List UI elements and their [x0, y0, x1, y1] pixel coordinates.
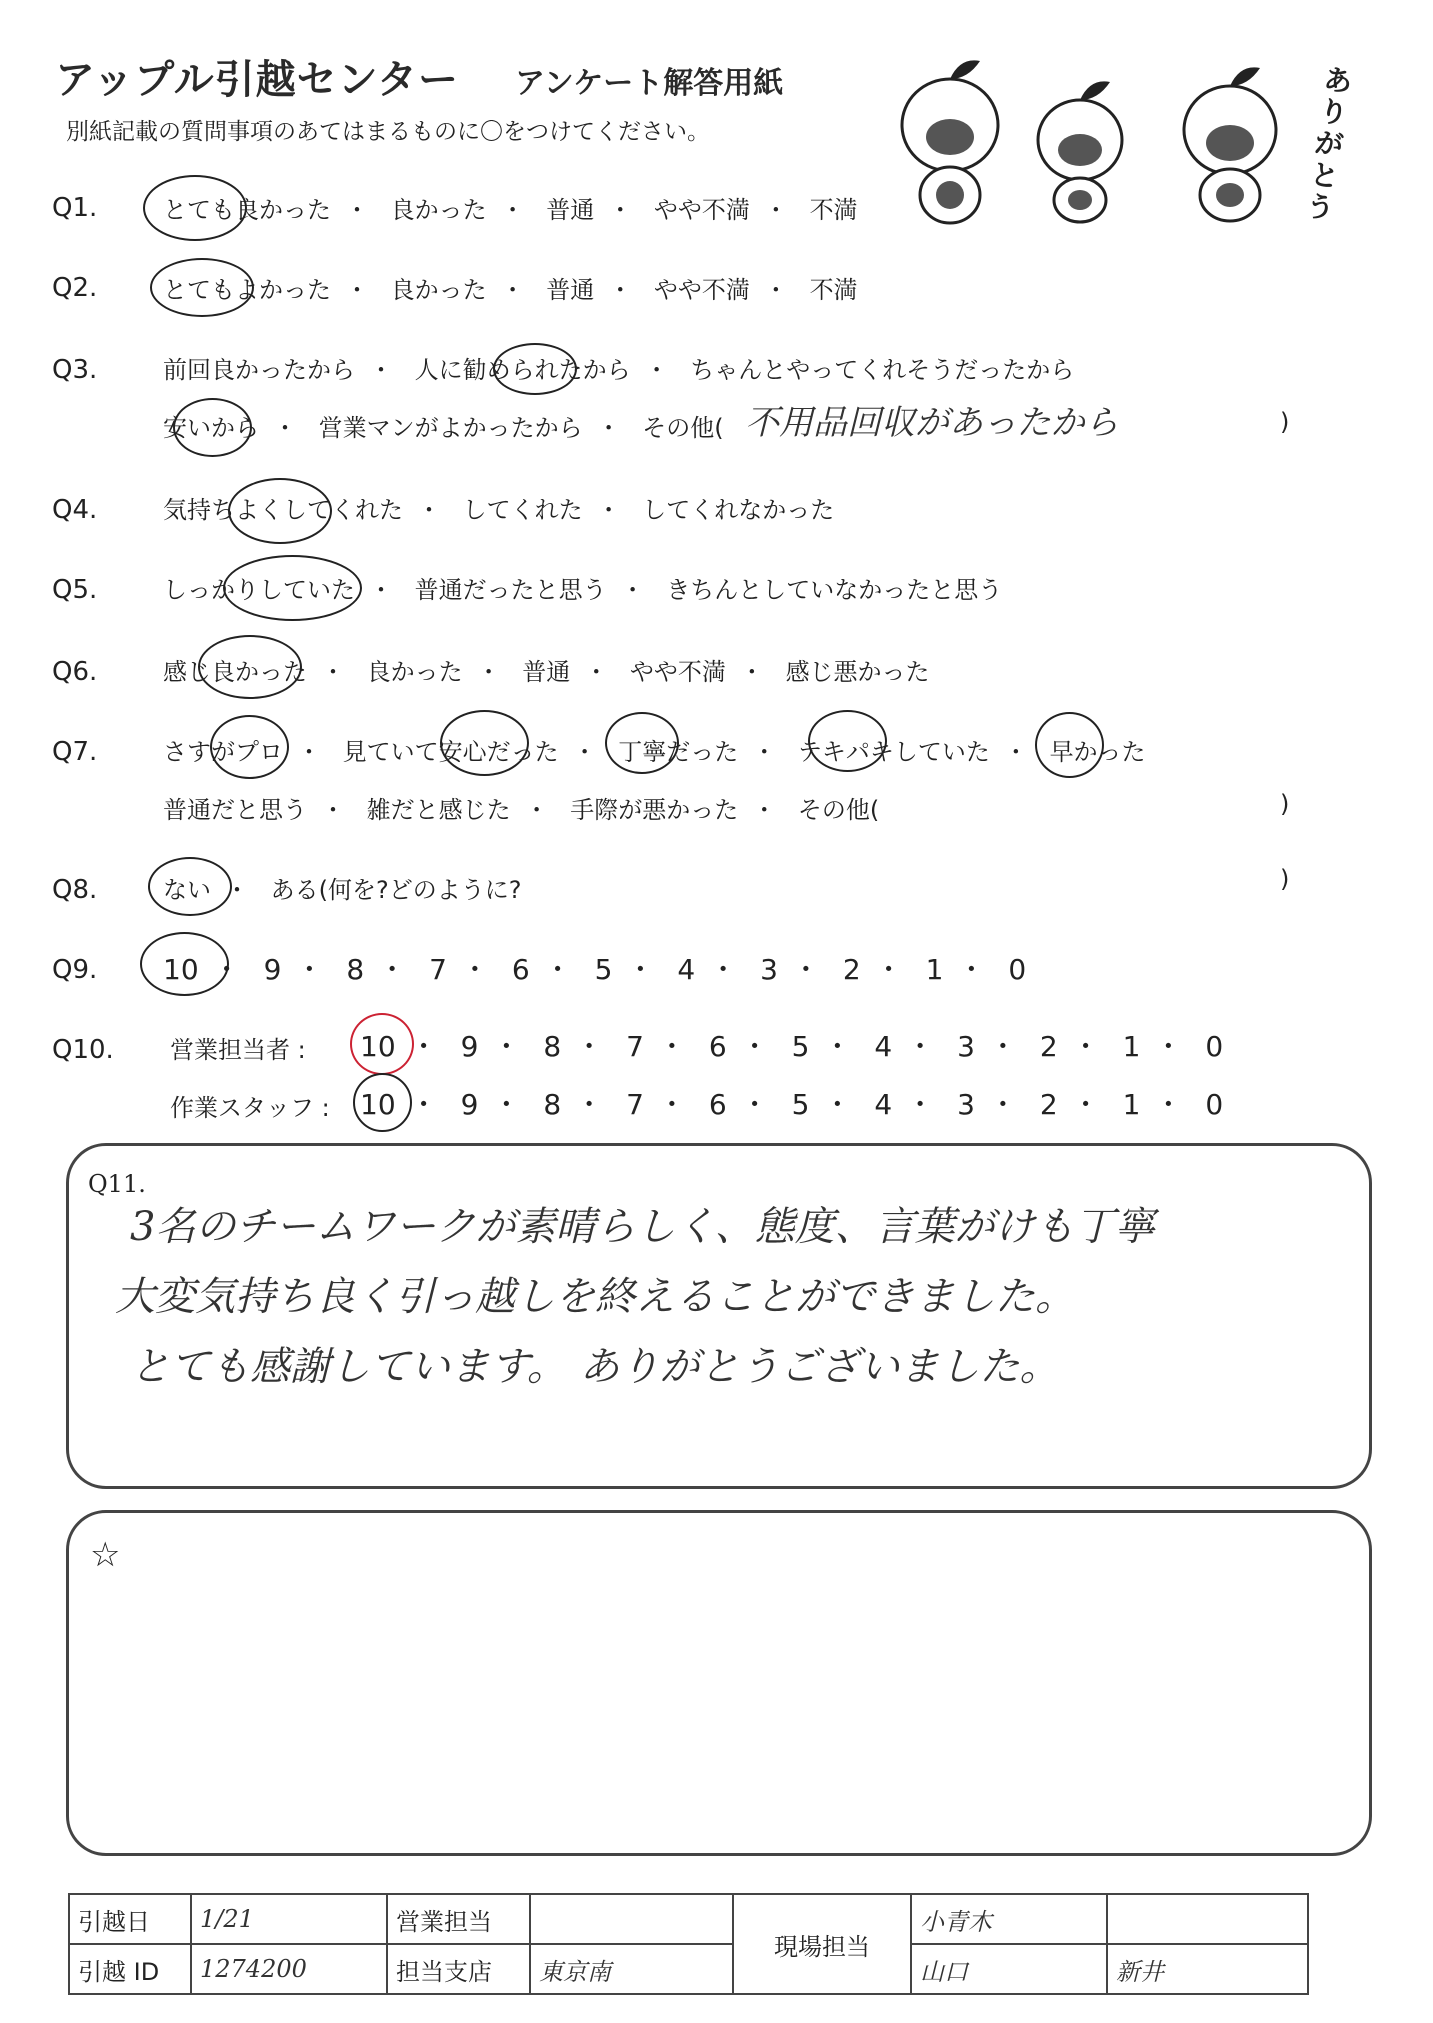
move-id-label: 引越 ID: [69, 1944, 191, 1994]
q2-number: Q2.: [52, 273, 98, 303]
q3-answer-circle: [173, 398, 252, 457]
move-info-table: [68, 1893, 1309, 1995]
staff-notes-box: [66, 1510, 1372, 1856]
q6-answer-circle: [198, 635, 302, 699]
q2-answer-circle: [150, 258, 254, 317]
q11-comment-line: とても感謝しています。 ありがとうございました。: [130, 1344, 1060, 1390]
q3-option[interactable]: ちゃんとやってくれそうだったから: [690, 356, 1075, 384]
q4-option[interactable]: してくれた: [462, 496, 583, 524]
q5-option[interactable]: 普通だったと思う: [414, 576, 607, 604]
q10-sales-label: 営業担当者 :: [170, 1036, 306, 1064]
q9-score[interactable]: 8: [346, 953, 365, 986]
site-staff-empty: [1107, 1894, 1308, 1944]
site-staff-2: 山口: [911, 1944, 1107, 1994]
brand-title: アップル引越センター: [55, 57, 459, 103]
q7-option[interactable]: 手際が悪かった: [570, 796, 739, 824]
q7-answer-circle: [605, 712, 679, 774]
q6-option[interactable]: 感じ悪かった: [785, 658, 930, 686]
q10-number: Q10.: [52, 1035, 114, 1065]
q7-answer-circle: [808, 710, 887, 772]
site-staff-label: 現場担当: [733, 1894, 911, 1994]
instructions: 別紙記載の質問事項のあてはまるものに〇をつけてください。: [66, 119, 710, 145]
q7-number: Q7.: [52, 737, 98, 767]
form-subtitle: アンケート解答用紙: [515, 66, 784, 101]
q7-option[interactable]: 普通だと思う: [163, 796, 307, 824]
q6-number: Q6.: [52, 657, 98, 687]
q8-answer-circle: [148, 857, 232, 916]
q9-score[interactable]: 7: [429, 953, 447, 986]
q9-score[interactable]: 10: [163, 953, 199, 986]
q10-staff-score[interactable]: 2: [1039, 1088, 1058, 1121]
q10-sales-score[interactable]: 6: [708, 1030, 727, 1063]
q10-staff-label: 作業スタッフ :: [170, 1094, 330, 1122]
q9-number: Q9.: [52, 955, 98, 985]
q9-score[interactable]: 3: [760, 953, 778, 986]
q6-option[interactable]: 良かった: [366, 658, 463, 686]
q1-answer-circle: [143, 175, 247, 241]
q10-sales-score[interactable]: 3: [957, 1030, 975, 1063]
q10-staff-score[interactable]: 0: [1205, 1088, 1224, 1121]
mascot-caption: ありがとう: [1304, 62, 1355, 226]
q8-option[interactable]: ない: [163, 876, 211, 904]
q9-score[interactable]: 0: [1008, 953, 1027, 986]
q3-close-paren: ): [1280, 408, 1290, 436]
q2-options: とてもよかった ・ 良かった ・ 普通 ・ やや不満 ・ 不満: [163, 276, 858, 304]
q3-option[interactable]: 安いから: [163, 414, 259, 442]
q6-options: 感じ良かった ・ 良かった ・ 普通 ・ やや不満 ・ 感じ悪かった: [163, 658, 930, 686]
q2-option[interactable]: とてもよかった: [163, 276, 331, 304]
q11-comment-line: 3名のチームワークが素晴らしく、態度、言葉がけも丁寧: [130, 1204, 1155, 1250]
q3-other-handwritten: 不用品回収があったから: [745, 403, 1119, 443]
q9-scale: 10 ・ 9 ・ 8 ・ 7 ・ 6 ・ 5 ・ 4 ・ 3 ・ 2 ・ 1 ・ 0: [163, 953, 1027, 986]
q9-answer-circle: [140, 932, 229, 996]
q10-sales-score[interactable]: 10: [360, 1030, 396, 1063]
q10-sales-answer-circle: [350, 1013, 414, 1075]
q10-staff-score[interactable]: 5: [791, 1088, 810, 1121]
q4-options: 気持ちよくしてくれた ・ してくれた ・ してくれなかった: [163, 496, 835, 524]
q10-sales-score[interactable]: 0: [1205, 1030, 1224, 1063]
q10-sales-scale: 10 ・ 9 ・ 8 ・ 7 ・ 6 ・ 5 ・ 4 ・ 3 ・ 2 ・ 1 ・ 0: [360, 1030, 1224, 1063]
q5-number: Q5.: [52, 575, 98, 605]
q8-option[interactable]: ある(何を?どのように?: [270, 876, 522, 904]
q1-option[interactable]: 不満: [809, 196, 858, 224]
q6-option[interactable]: 感じ良かった: [163, 658, 307, 686]
q7-close-paren: ): [1280, 790, 1290, 818]
q7-option[interactable]: 見ていて安心だった: [342, 738, 559, 766]
sales-rep-label: 営業担当: [387, 1894, 530, 1944]
q10-staff-score[interactable]: 7: [626, 1088, 644, 1121]
sales-rep-value: [530, 1894, 733, 1944]
q10-staff-score[interactable]: 4: [874, 1088, 893, 1121]
q10-sales-score[interactable]: 2: [1039, 1030, 1058, 1063]
q6-option[interactable]: 普通: [522, 658, 571, 686]
q9-score[interactable]: 6: [511, 953, 530, 986]
q10-staff-score[interactable]: 1: [1122, 1088, 1141, 1121]
q8-close-paren: ): [1280, 865, 1290, 893]
q1-options: とても良かった ・ 良かった ・ 普通 ・ やや不満 ・ 不満: [163, 196, 858, 224]
q4-number: Q4.: [52, 495, 98, 525]
q10-staff-score[interactable]: 10: [360, 1088, 396, 1121]
q1-option[interactable]: やや不満: [653, 196, 750, 224]
q7-option[interactable]: 雑だと感じた: [366, 796, 511, 824]
q5-options: しっかりしていた ・ 普通だったと思う ・ きちんとしていなかったと思う: [163, 576, 1003, 604]
q10-sales-score[interactable]: 9: [460, 1030, 479, 1063]
q7-options-line1: さすがプロ ・ 見ていて安心だった ・ 丁寧だった ・ テキパキしていた ・ 早かった: [163, 738, 1146, 766]
q1-option[interactable]: とても良かった: [163, 196, 331, 224]
q10-sales-score[interactable]: 1: [1122, 1030, 1141, 1063]
q7-option[interactable]: テキパキしていた: [797, 738, 990, 766]
site-staff-3: 新井: [1107, 1944, 1308, 1994]
q5-option[interactable]: しっかりしていた: [163, 576, 355, 604]
star-icon: ☆: [90, 1535, 121, 1575]
q7-option[interactable]: 早かった: [1049, 738, 1146, 766]
q3-option[interactable]: 人に勧められたから: [414, 356, 631, 384]
q7-answer-circle: [1035, 712, 1104, 778]
move-date-value: 1/21: [191, 1894, 387, 1944]
q9-score[interactable]: 2: [842, 953, 861, 986]
q4-answer-circle: [228, 478, 332, 544]
q1-option[interactable]: 良かった: [390, 196, 487, 224]
q1-option[interactable]: 普通: [546, 196, 595, 224]
q9-score[interactable]: 5: [594, 953, 613, 986]
q10-staff-score[interactable]: 8: [543, 1088, 562, 1121]
q11-number: Q11.: [88, 1170, 146, 1198]
move-id-value: 1274200: [191, 1944, 387, 1994]
q1-number: Q1.: [52, 193, 98, 223]
q3-option[interactable]: 営業マンがよかったから: [318, 414, 583, 442]
q7-options-line2: 普通だと思う ・ 雑だと感じた ・ 手際が悪かった ・ その他(: [163, 796, 880, 824]
q10-staff-scale: 10 ・ 9 ・ 8 ・ 7 ・ 6 ・ 5 ・ 4 ・ 3 ・ 2 ・ 1 ・ 0: [360, 1088, 1224, 1121]
q10-sales-score[interactable]: 4: [874, 1030, 893, 1063]
site-staff-1: 小青木: [911, 1894, 1107, 1944]
branch-value: 東京南: [530, 1944, 733, 1994]
q8-options: ない ・ ある(何を?どのように?: [163, 876, 522, 904]
q7-answer-circle: [440, 710, 529, 776]
move-date-label: 引越日: [69, 1894, 191, 1944]
q7-option[interactable]: 丁寧だった: [618, 738, 739, 766]
q11-comment-line: 大変気持ち良く引っ越しを終えることができました。: [115, 1274, 1075, 1320]
q3-options-line1: 前回良かったから ・ 人に勧められたから ・ ちゃんとやってくれそうだったから: [163, 356, 1075, 384]
q6-option[interactable]: やや不満: [629, 658, 726, 686]
q9-score[interactable]: 9: [263, 953, 282, 986]
q5-option[interactable]: きちんとしていなかったと思う: [666, 576, 1003, 604]
q10-staff-score[interactable]: 9: [460, 1088, 479, 1121]
q10-sales-score[interactable]: 5: [791, 1030, 810, 1063]
q9-score[interactable]: 1: [925, 953, 944, 986]
mascot-illustration: [890, 45, 1410, 225]
q10-sales-score[interactable]: 7: [626, 1030, 644, 1063]
q7-option-other[interactable]: その他(: [797, 796, 880, 824]
q8-number: Q8.: [52, 875, 98, 905]
q3-number: Q3.: [52, 355, 98, 385]
q2-option[interactable]: 良かった: [390, 276, 487, 304]
q2-option[interactable]: 不満: [809, 276, 858, 304]
q3-answer-circle: [493, 343, 577, 395]
q4-option[interactable]: 気持ちよくしてくれた: [163, 496, 403, 524]
q10-staff-answer-circle: [353, 1073, 412, 1132]
q10-sales-score[interactable]: 8: [543, 1030, 562, 1063]
q7-option[interactable]: さすがプロ: [163, 738, 283, 766]
q10-staff-score[interactable]: 6: [708, 1088, 727, 1121]
q4-option[interactable]: してくれなかった: [642, 496, 835, 524]
q7-answer-circle: [210, 715, 289, 779]
q10-staff-score[interactable]: 3: [957, 1088, 975, 1121]
q2-option[interactable]: 普通: [546, 276, 595, 304]
q2-option[interactable]: やや不満: [653, 276, 750, 304]
branch-label: 担当支店: [387, 1944, 530, 1994]
q3-option[interactable]: 前回良かったから: [163, 356, 355, 384]
q9-score[interactable]: 4: [677, 953, 696, 986]
q3-options-line2: 安いから ・ 営業マンがよかったから ・ その他(: [163, 414, 724, 442]
q5-answer-circle: [223, 555, 362, 621]
q3-option-other[interactable]: その他(: [642, 414, 724, 442]
